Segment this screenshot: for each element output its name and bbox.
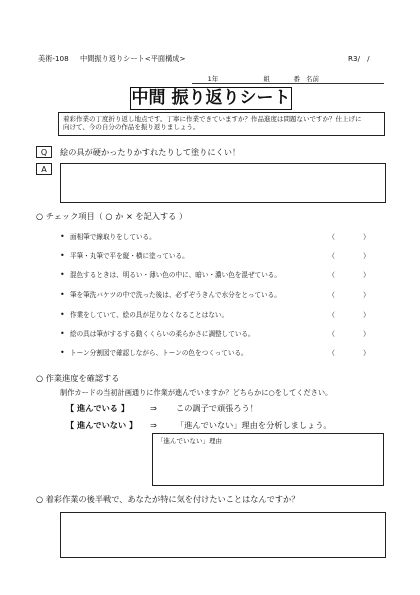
year-field[interactable]: 1年 (192, 75, 234, 84)
checklist-item-text: 筆を筆洗バケツの中で洗った後は、必ずぞうきんで水分をとっている。 (70, 291, 281, 299)
checklist-item-text: トーン分割図で確認しながら、トーンの色をつくっている。 (70, 349, 248, 357)
checklist-item-text: 混色するときは、明るい・薄い色の中に、暗い・濃い色を混ぜている。 (70, 271, 281, 279)
checklist-item (60, 232, 380, 242)
option-yes-note: この調子で頑張ろう！ (176, 403, 258, 413)
answer-box[interactable] (60, 163, 386, 203)
checklist-answer-slot[interactable]: （ ） (328, 311, 370, 319)
bullet-icon: • (60, 270, 65, 279)
page-title: 中間 振り返りシート (131, 88, 291, 108)
sheet-name: 中間振り返りシート<平面構成> (80, 54, 186, 63)
checklist-answer-slot[interactable]: （ ） (328, 252, 370, 260)
checklist-item (60, 290, 380, 300)
checklist-item-text: 面相筆で線取りをしている。 (70, 233, 156, 241)
bullet-icon: • (60, 348, 65, 357)
date-field[interactable]: R3/ / (348, 54, 370, 63)
checklist-answer-slot[interactable]: （ ） (328, 233, 370, 241)
bullet-icon: • (60, 310, 65, 319)
bullet-icon: • (60, 251, 65, 260)
progress-heading: ○ 作業進度を確認する (36, 373, 120, 383)
checklist-answer-slot[interactable]: （ ） (328, 271, 370, 279)
checklist-item-text: 作業をしていて、絵の具が足りなくなることはない。 (70, 311, 229, 319)
subject-code: 美術-108 (38, 54, 69, 63)
checklist-item (60, 251, 380, 261)
checklist-item (60, 270, 380, 280)
checklist-answer-slot[interactable]: （ ） (328, 330, 370, 338)
intro-line-2: 向けて、今の自分の作品を振り返りましょう。 (63, 123, 200, 132)
reason-box[interactable] (152, 433, 384, 486)
bullet-icon: • (60, 329, 65, 338)
checklist-item (60, 310, 380, 320)
intro-line-1: 着彩作業の丁度折り返し地点です。丁寧に作業できていますか？作品進度は問題ないですか？仕上げに (63, 115, 362, 123)
option-no-note: 「進んでいない」理由を分析しましょう。 (176, 420, 332, 430)
checklist-item-text: 平筆・丸筆で平を縦・横に塗っている。 (70, 252, 189, 260)
class-field[interactable]: 組 (234, 75, 274, 84)
option-yes[interactable]: 【 進んでいる 】 (66, 403, 130, 413)
checklist-answer-slot[interactable]: （ ） (328, 349, 370, 357)
checklist-item-text: 絵の具は筆がするする動くくらいの柔らかさに調整している。 (70, 330, 255, 338)
intro-box (58, 112, 385, 136)
option-no[interactable]: 【 進んでいない 】 (66, 420, 138, 430)
checklist-heading: ○ チェック項目（ ○ か × を記入する ） (36, 211, 188, 221)
question-text: 絵の具が硬かったりかすれたりして塗りにくい！ (60, 147, 241, 157)
progress-instruction: 制作カードの当初計画通りに作業が進んでいますか？どちらかに○をしてください。 (60, 388, 333, 397)
reason-label: 「進んでいない」理由 (157, 437, 222, 445)
name-field[interactable]: 名前 (304, 75, 384, 84)
final-question-heading: ○ 着彩作業の後半戦で、あなたが特に気を付けたいことはなんですか？ (36, 494, 300, 504)
final-answer-box[interactable] (60, 512, 386, 558)
answer-label: A (36, 163, 52, 175)
checklist-item (60, 329, 380, 339)
arrow-icon: ⇒ (150, 403, 157, 413)
student-info-row (192, 75, 384, 85)
question-label: Q (36, 146, 52, 158)
bullet-icon: • (60, 232, 65, 241)
checklist-item (60, 348, 380, 358)
bullet-icon: • (60, 290, 65, 299)
number-field[interactable]: 番 (274, 75, 304, 84)
arrow-icon: ⇒ (150, 420, 157, 430)
checklist-answer-slot[interactable]: （ ） (328, 291, 370, 299)
